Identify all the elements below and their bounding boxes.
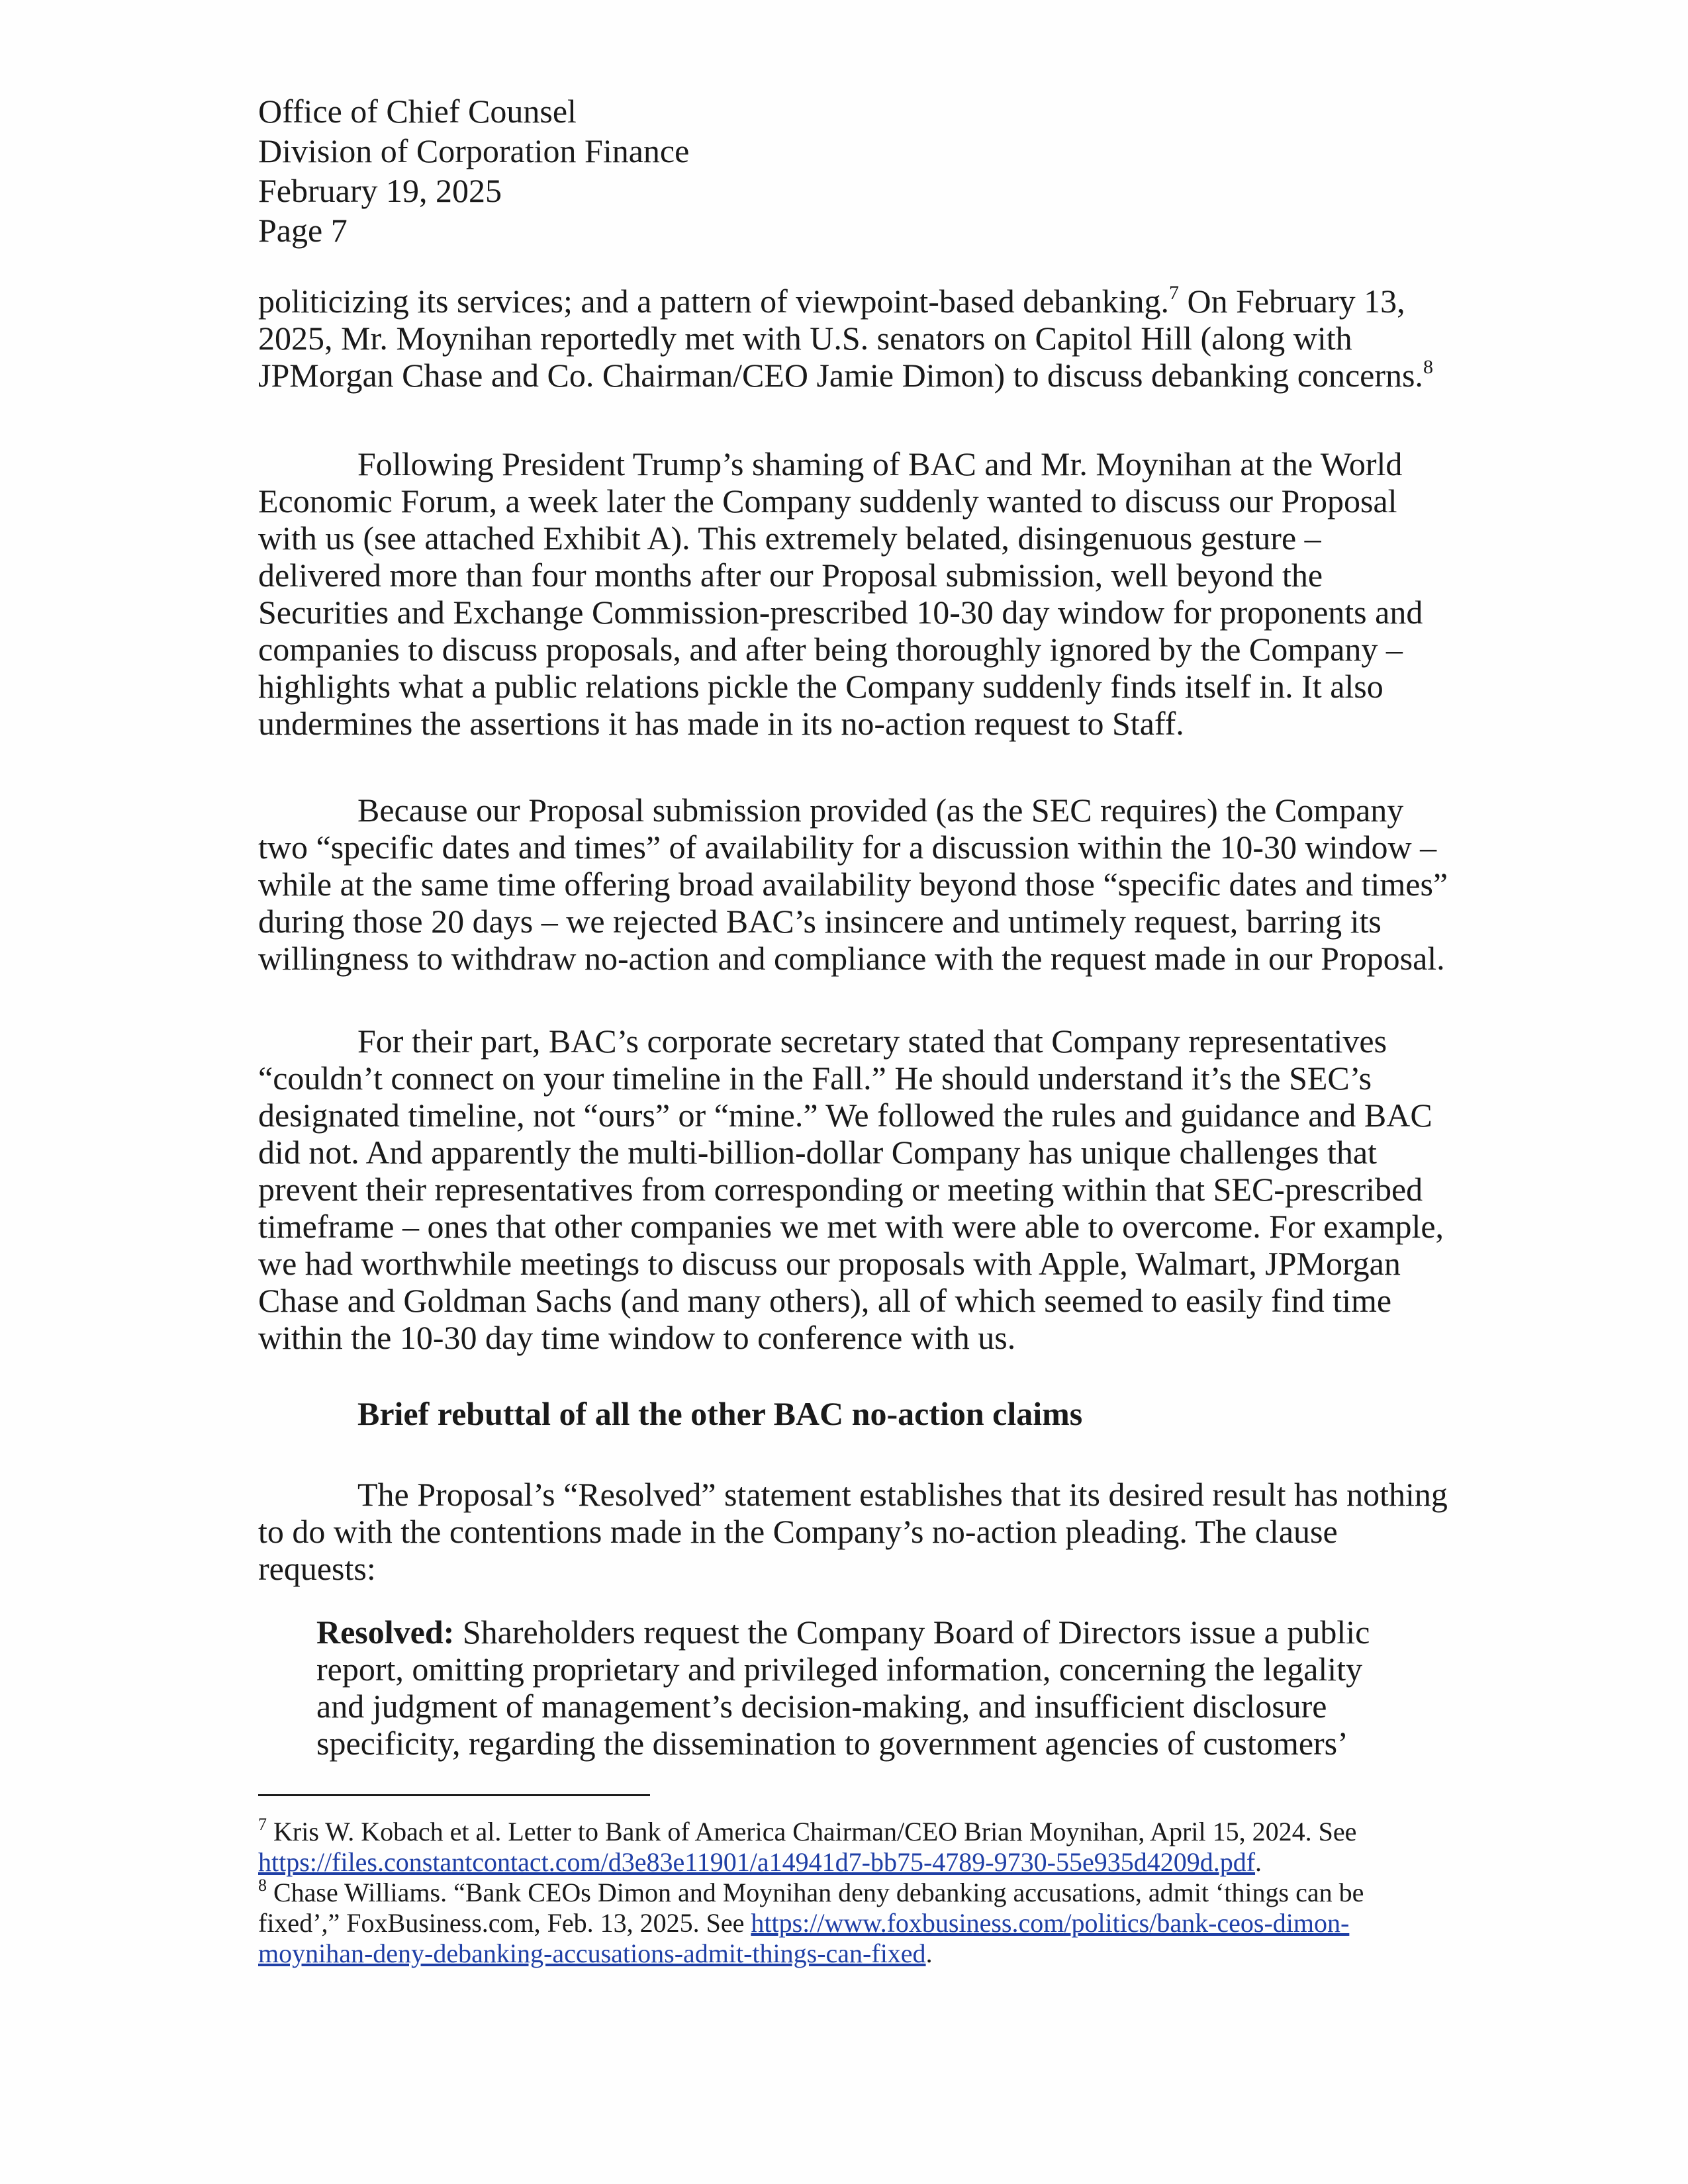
footnote-number: 8 [258,1876,267,1895]
resolved-label: Resolved: [316,1614,455,1651]
paragraph-line: 2025, Mr. Moynihan reportedly met with U.S. senators on Capitol Hill (along with [258,320,1352,357]
paragraph-line [258,357,1450,394]
text-run: . [925,1938,933,1968]
paragraph-line: highlights what a public relations pickle the Company suddenly finds itself in. It also [258,668,1383,705]
resolved-line: report, omitting proprietary and privileged information, concerning the legality [316,1651,1363,1688]
footnote-8-link-part-1[interactable]: https://www.foxbusiness.com/politics/bank-ceos-dimon- [751,1908,1350,1938]
paragraph-line: while at the same time offering broad availability beyond those “specific dates and times” [258,866,1448,903]
paragraph-line: did not. And apparently the multi-billion-dollar Company has unique challenges that [258,1134,1377,1171]
text-run: politicizing its services; and a pattern of viewpoint-based debanking. [258,283,1170,320]
paragraph-line: Economic Forum, a week later the Company suddenly wanted to discuss our Proposal [258,482,1397,520]
resolved-line [316,1614,1370,1651]
letter-header [258,91,689,250]
text-run: Chase Williams. “Bank CEOs Dimon and Moynihan deny debanking accusations, admit ‘things can be [267,1878,1364,1907]
text-run: fixed’,” FoxBusiness.com, Feb. 13, 2025. See [258,1908,751,1938]
footnote-7-link-line [258,1847,1364,1878]
paragraph-line: For their part, BAC’s corporate secretary stated that Company representatives [357,1023,1387,1060]
paragraph-2 [258,445,1450,742]
footnote-8 [258,1878,1364,1908]
header-office: Office of Chief Counsel [258,93,577,130]
paragraph-line: Following President Trump’s shaming of BAC and Mr. Moynihan at the World [357,445,1403,482]
paragraph-line: during those 20 days – we rejected BAC’s insincere and untimely request, barring its [258,903,1382,940]
text-run: JPMorgan Chase and Co. Chairman/CEO Jamie Dimon) to discuss debanking concerns. [258,357,1423,394]
footnote-ref-8: 8 [1423,356,1433,378]
paragraph-line: willingness to withdraw no-action and compliance with the request made in our Proposal. [258,940,1445,977]
paragraph-line: we had worthwhile meetings to discuss our proposals with Apple, Walmart, JPMorgan [258,1245,1401,1282]
footnote-8-line-2 [258,1908,1364,1938]
paragraph-line: two “specific dates and times” of availability for a discussion within the 10-30 window – [258,829,1437,866]
text-run: . [1255,1847,1262,1877]
paragraph-line: designated timeline, not “ours” or “mine.” We followed the rules and guidance and BAC [258,1097,1432,1134]
footnotes [258,1817,1364,1969]
paragraph-line: Chase and Goldman Sachs (and many others), all of which seemed to easily find time [258,1282,1392,1319]
paragraph-5 [258,1476,1450,1587]
paragraph-4 [258,1023,1450,1356]
paragraph-line: within the 10-30 day time window to conference with us. [258,1319,1016,1356]
paragraph-line: undermines the assertions it has made in its no-action request to Staff. [258,705,1184,742]
paragraph-1 [258,283,1450,394]
resolved-line: and judgment of management’s decision-making, and insufficient disclosure [316,1688,1327,1725]
paragraph-line: delivered more than four months after our Proposal submission, well beyond the [258,557,1323,594]
paragraph-3 [258,792,1450,977]
footnote-ref-7: 7 [1169,282,1180,304]
paragraph-line: The Proposal’s “Resolved” statement establishes that its desired result has nothing [357,1476,1448,1513]
text-run: On February 13, [1179,283,1405,320]
paragraph-line: “couldn’t connect on your timeline in the Fall.” He should understand it’s the SEC’s [258,1060,1372,1097]
text-run: Shareholders request the Company Board of Directors issue a public [454,1614,1370,1651]
header-division: Division of Corporation Finance [258,132,690,169]
paragraph-line: to do with the contentions made in the Company’s no-action pleading. The clause [258,1513,1338,1550]
footnote-7-link[interactable]: https://files.constantcontact.com/d3e83e11901/a14941d7-bb75-4789-9730-55e935d4209d.pdf [258,1847,1256,1877]
footnote-number: 7 [258,1815,267,1834]
paragraph-line: with us (see attached Exhibit A). This extremely belated, disingenuous gesture – [258,520,1321,557]
resolved-line: specificity, regarding the dissemination to government agencies of customers’ [316,1725,1348,1762]
paragraph-line [258,283,1450,320]
footnote-separator [258,1794,650,1796]
footnote-8-line-3 [258,1938,1364,1969]
paragraph-line: requests: [258,1550,376,1587]
paragraph-line: Because our Proposal submission provided (as the SEC requires) the Company [357,792,1404,829]
header-page-number: Page 7 [258,212,348,249]
paragraph-line: timeframe – ones that other companies we met with were able to overcome. For example, [258,1208,1444,1245]
footnote-7 [258,1817,1364,1847]
footnote-8-link-part-2[interactable]: moynihan-deny-debanking-accusations-admit-things-can-fixed [258,1938,926,1968]
section-heading: Brief rebuttal of all the other BAC no-action claims [357,1395,1083,1432]
text-run: Kris W. Kobach et al. Letter to Bank of America Chairman/CEO Brian Moynihan, April 15, 2024. See [267,1817,1357,1846]
header-date: February 19, 2025 [258,172,502,209]
paragraph-line: prevent their representatives from corresponding or meeting within that SEC-prescribed [258,1171,1423,1208]
paragraph-line: Securities and Exchange Commission-prescribed 10-30 day window for proponents and [258,594,1423,631]
paragraph-line: companies to discuss proposals, and after being thoroughly ignored by the Company – [258,631,1403,668]
resolved-clause [316,1614,1370,1762]
